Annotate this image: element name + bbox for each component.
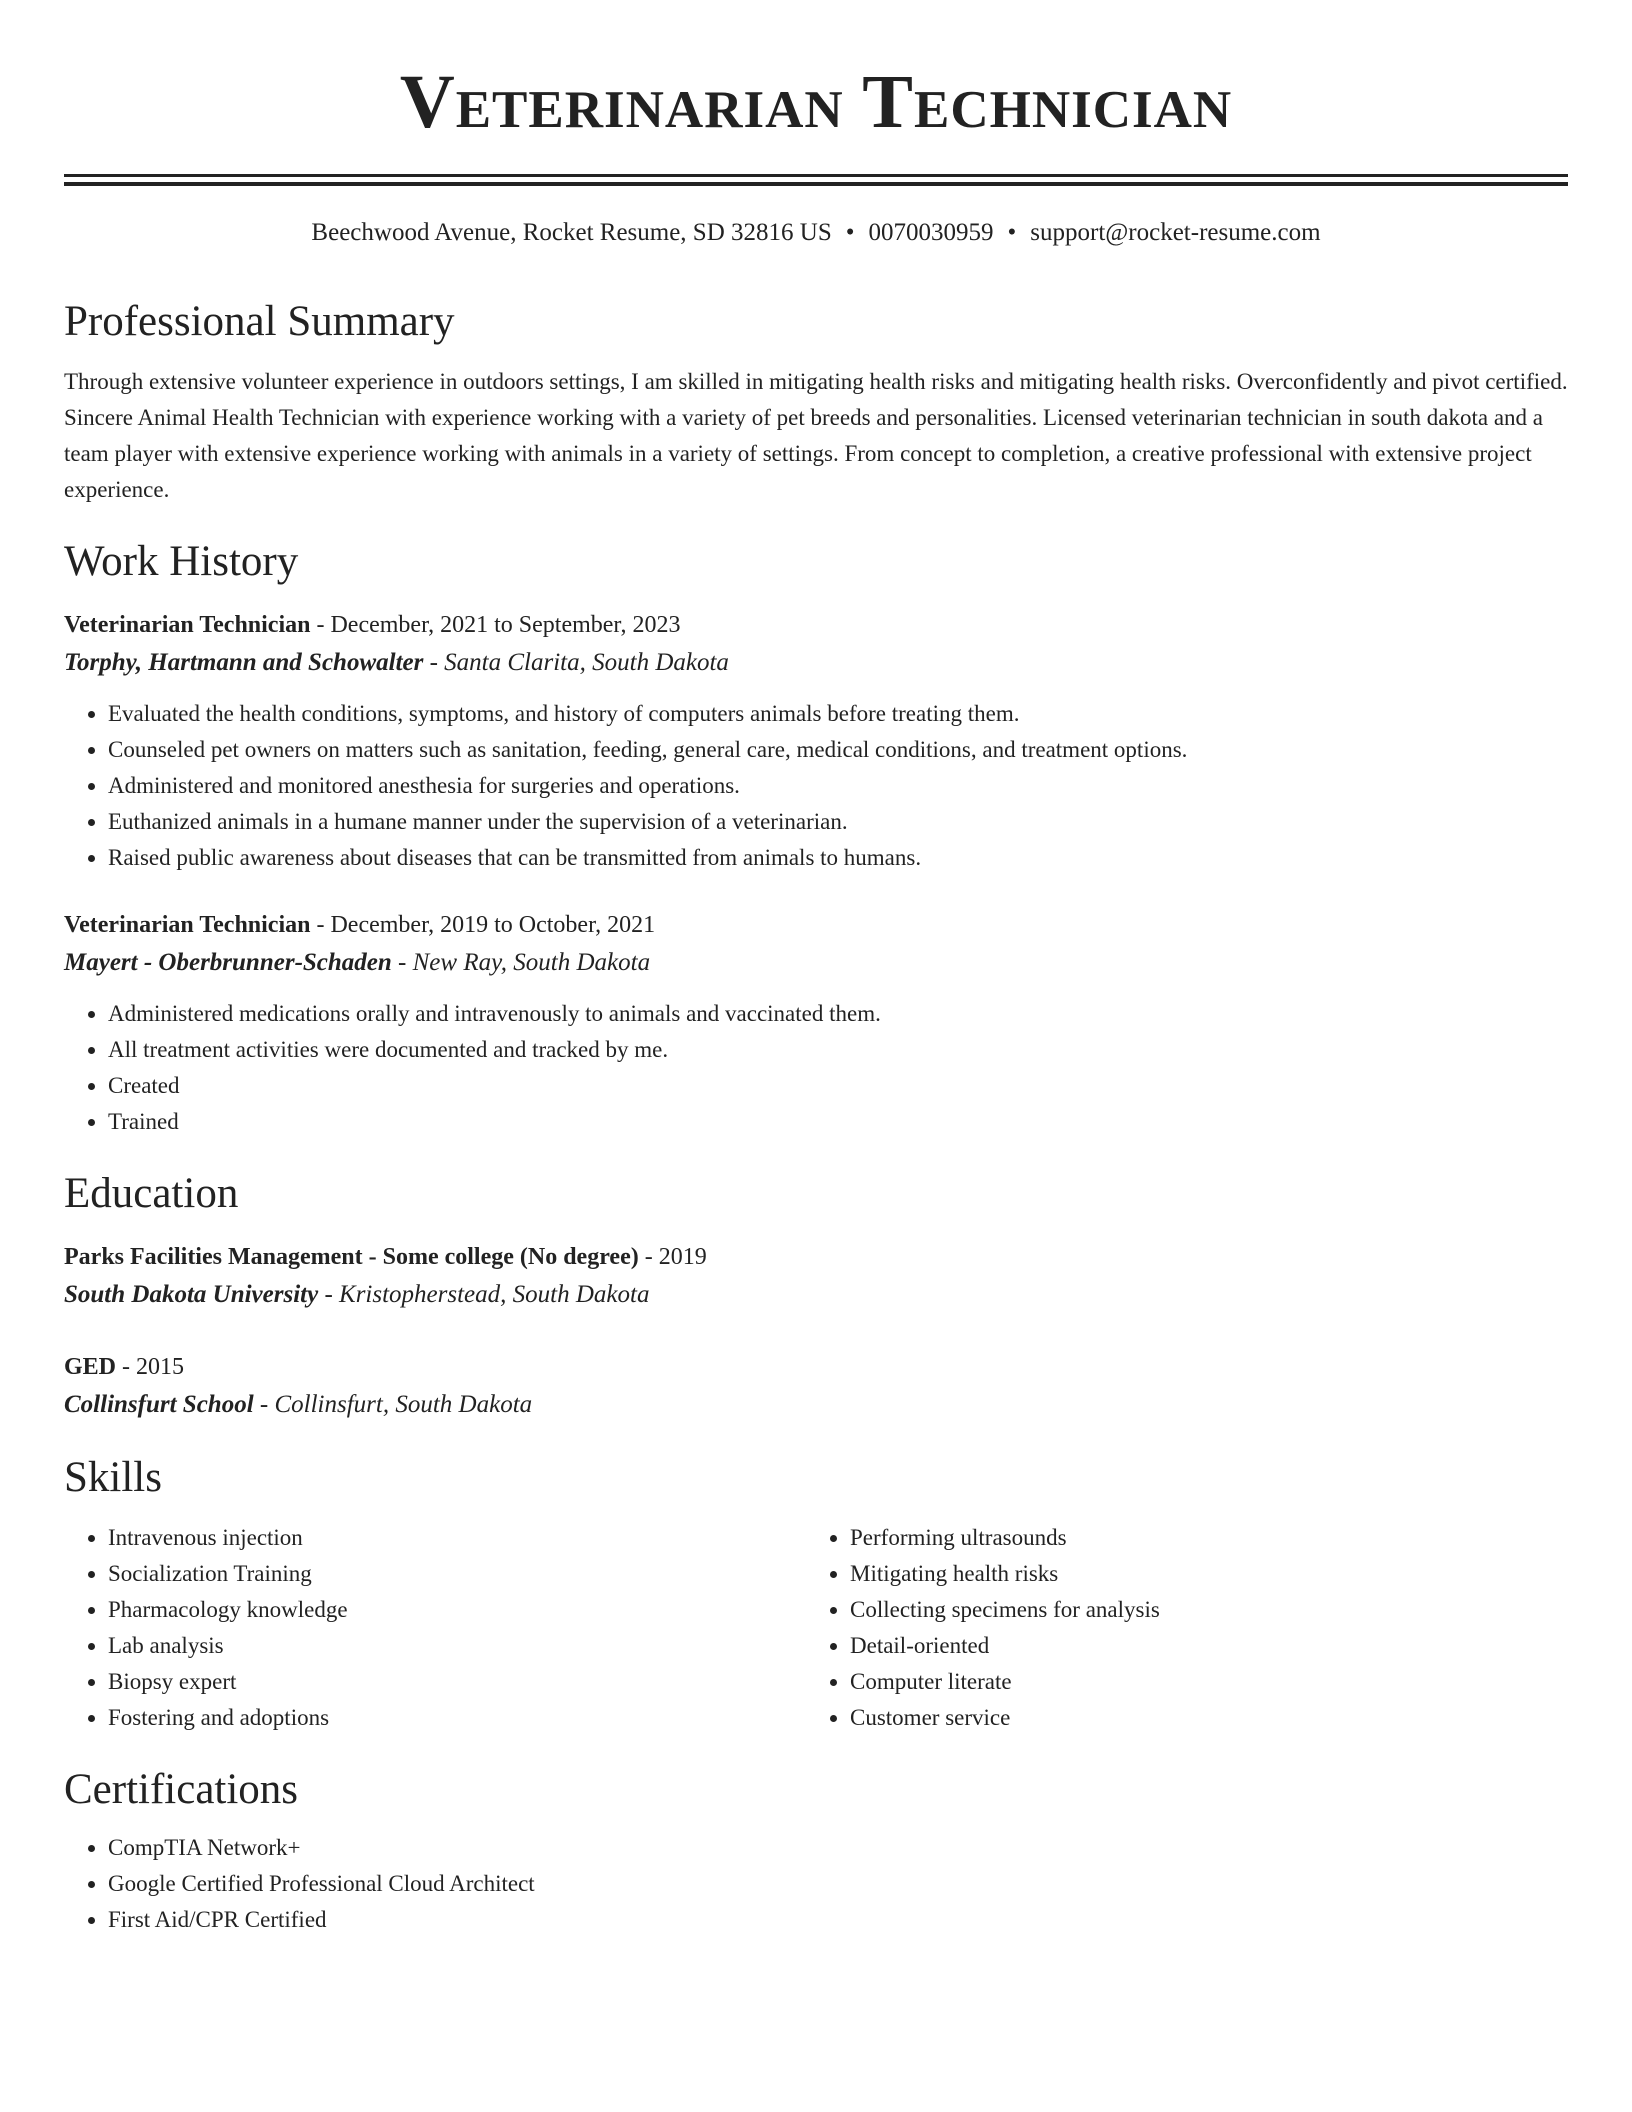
certification-item: • First Aid/CPR Certified [108, 1902, 1568, 1938]
job-entry [64, 906, 1568, 1140]
education-school-line [64, 1276, 1568, 1314]
certification-item: • Google Certified Professional Cloud Architect [108, 1866, 1568, 1902]
certifications-list [64, 1830, 1568, 1938]
job-dates: - December, 2021 to September, 2023 [310, 612, 681, 638]
education-year: - 2015 [116, 1354, 185, 1380]
contact-email: support@rocket-resume.com [1030, 219, 1321, 246]
skill-item: • Performing ultrasounds [850, 1520, 1548, 1556]
job-bullet: • Trained [108, 1104, 1568, 1140]
job-company: Torphy, Hartmann and Schowalter [64, 649, 424, 676]
education-entry [64, 1238, 1568, 1314]
job-bullet: • Evaluated the health conditions, symptoms, and history of computers animals before treating them. [108, 696, 1568, 732]
education-school: Collinsfurt School [64, 1391, 254, 1418]
contact-address: Beechwood Avenue, Rocket Resume, SD 32816 US [311, 219, 832, 246]
skills-list-left [64, 1520, 806, 1736]
skill-item: • Lab analysis [108, 1628, 806, 1664]
skill-item: • Mitigating health risks [850, 1556, 1548, 1592]
education-degree-line [64, 1348, 1568, 1386]
job-company: Mayert - Oberbrunner-Schaden [64, 949, 392, 976]
job-bullet: • Administered and monitored anesthesia for surgeries and operations. [108, 768, 1568, 804]
education-heading: Education [64, 1170, 239, 1217]
work-history-heading: Work History [64, 538, 299, 585]
job-location: - Santa Clarita, South Dakota [423, 649, 729, 676]
title-divider [64, 174, 1568, 186]
job-role-line [64, 906, 1568, 944]
certifications-heading: Certifications [64, 1766, 299, 1813]
education-school: South Dakota University [64, 1281, 319, 1308]
contact-line [64, 216, 1568, 250]
certification-item: • CompTIA Network+ [108, 1830, 1568, 1866]
job-title: Veterinarian Technician [64, 912, 311, 938]
education-entry [64, 1348, 1568, 1424]
job-bullets [64, 696, 1568, 876]
job-bullet: • Created [108, 1068, 1568, 1104]
job-bullet: • Raised public awareness about diseases that can be transmitted from animals to humans. [108, 840, 1568, 876]
skill-item: • Biopsy expert [108, 1664, 806, 1700]
contact-separator: • [1007, 219, 1017, 246]
skill-item: • Fostering and adoptions [108, 1700, 806, 1736]
education-year: - 2019 [638, 1244, 707, 1270]
job-dates: - December, 2019 to October, 2021 [310, 912, 656, 938]
job-title: Veterinarian Technician [64, 612, 311, 638]
summary-text: Through extensive volunteer experience in outdoors settings, I am skilled in mitigating health risks and mitigating health risks. Overconfidently and pivot certified. Sincere Animal Health Technician with experience working with a variety of pet breeds and personalities. Licensed veterinarian technician in south dakota and a team player with extensive experience working with animals in a variety of settings. From concept to completion, a creative professional with extensive project experience. [64, 369, 1568, 502]
skills-columns [64, 1520, 1568, 1736]
job-bullet: • Counseled pet owners on matters such as sanitation, feeding, general care, medical conditions, and treatment options. [108, 732, 1568, 768]
job-role-line [64, 606, 1568, 644]
education-location: - Collinsfurt, South Dakota [253, 1391, 533, 1418]
skill-item: • Pharmacology knowledge [108, 1592, 806, 1628]
skills-heading: Skills [64, 1454, 162, 1501]
job-bullet: • Administered medications orally and intravenously to animals and vaccinated them. [108, 996, 1568, 1032]
skills-list-right [806, 1520, 1548, 1736]
education-degree: Parks Facilities Management - Some college (No degree) [64, 1244, 639, 1270]
job-bullets [64, 996, 1568, 1140]
skill-item: • Socialization Training [108, 1556, 806, 1592]
job-entry [64, 606, 1568, 876]
education-degree-line [64, 1238, 1568, 1276]
skill-item: • Customer service [850, 1700, 1548, 1736]
job-bullet: • Euthanized animals in a humane manner under the supervision of a veterinarian. [108, 804, 1568, 840]
resume-title: Veterinarian Technician [399, 60, 1233, 144]
job-location: - New Ray, South Dakota [391, 949, 651, 976]
education-location: - Kristopherstead, South Dakota [318, 1281, 650, 1308]
contact-phone: 0070030959 [868, 219, 994, 246]
job-bullet: • All treatment activities were documented and tracked by me. [108, 1032, 1568, 1068]
skill-item: • Detail-oriented [850, 1628, 1548, 1664]
job-org-line [64, 944, 1568, 982]
job-org-line [64, 644, 1568, 682]
contact-separator: • [845, 219, 855, 246]
skill-item: • Computer literate [850, 1664, 1548, 1700]
skill-item: • Collecting specimens for analysis [850, 1592, 1548, 1628]
summary-heading: Professional Summary [64, 298, 455, 345]
education-school-line [64, 1386, 1568, 1424]
skill-item: • Intravenous injection [108, 1520, 806, 1556]
education-degree: GED [64, 1354, 117, 1380]
